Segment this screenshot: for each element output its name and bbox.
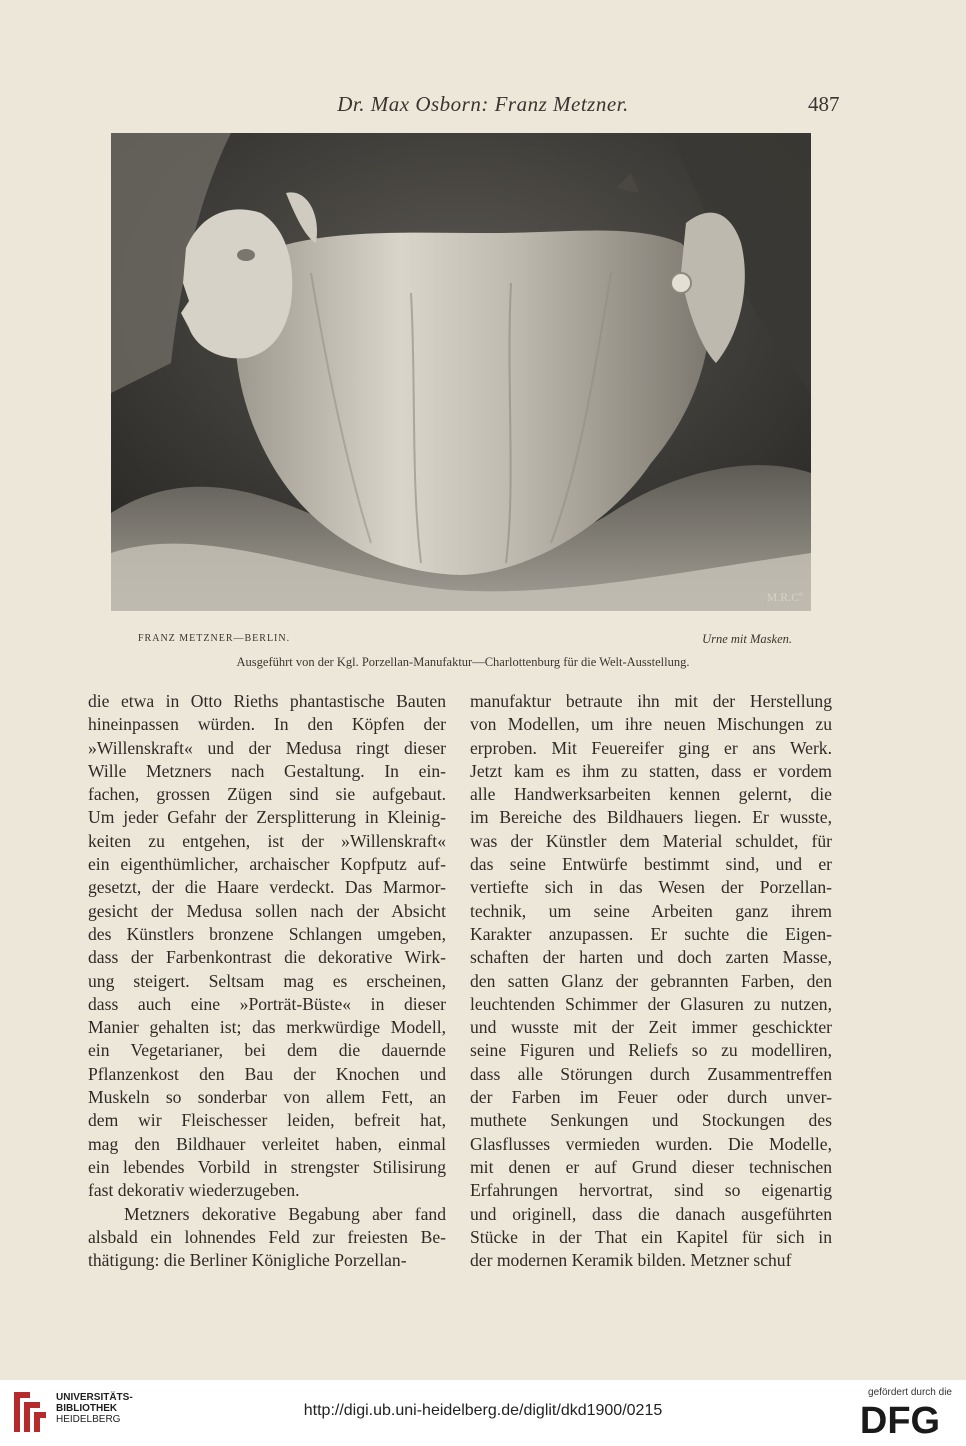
figure-caption: [138, 632, 792, 650]
text-line: von Modellen, um ihre neuen Mischungen zu: [470, 714, 832, 735]
photographer-mark: M.R.Cº: [766, 590, 803, 604]
text-line: Jetzt kam es ihm zu statten, dass er vordem: [470, 760, 832, 781]
text-line: dass auch eine »Porträt-Büste« in dieser: [88, 993, 446, 1014]
text-line: muthete Senkungen und Stockungen des: [470, 1110, 832, 1131]
text-line: hineinpassen würden. In den Köpfen der: [88, 714, 446, 735]
dfg-logo-icon: [848, 1400, 952, 1438]
text-line: was der Künstler dem Material schuldet, für: [470, 830, 832, 851]
footer-bar: [0, 1380, 966, 1446]
text-line: dass alle Störungen durch Zusammentreffen: [470, 1063, 832, 1084]
text-line: Metzners dekorative Begabung aber fand: [124, 1203, 446, 1224]
text-line: leuchtenden Schimmer der Glasuren zu nutzen,: [470, 993, 832, 1014]
text-line: und wusste mit der Zeit immer geschickter: [470, 1017, 832, 1038]
text-line: ein eigenthümlicher, archaischer Kopfputz auf-: [88, 854, 446, 875]
text-line: das seine Entwürfe bestimmt sind, und er: [470, 854, 832, 875]
text-line: den satten Glanz der gebrannten Farben, den: [470, 970, 832, 991]
sponsor-note: gefördert durch die: [868, 1387, 952, 1398]
text-line: alsbald ein lohnendes Feld zur freiesten Be-: [88, 1226, 446, 1247]
text-line: Erfahrungen hervortrat, sind so eigenartig: [470, 1180, 832, 1201]
text-line: keiten zu entgehen, ist der »Willenskraft«: [88, 830, 446, 851]
text-line: mit denen er auf Grund dieser technischen: [470, 1156, 832, 1177]
right-text-column: [470, 690, 832, 1272]
text-line: manufaktur betraute ihn mit der Herstellung: [470, 691, 832, 711]
svg-text:DFG: DFG: [859, 1400, 941, 1438]
text-line: seine Figuren und Reliefs so zu modelliren,: [470, 1040, 832, 1061]
text-line: Pflanzenkost den Bau der Knochen und: [88, 1063, 446, 1084]
source-url[interactable]: http://digi.ub.uni-heidelberg.de/diglit/dkd1900/0215: [303, 1402, 663, 1419]
caption-title: Urne mit Masken.: [702, 632, 792, 646]
text-line: Karakter anzupassen. Er suchte die Eigen-: [470, 923, 832, 944]
text-line: erproben. Mit Feuereifer ging er ans Werk.: [470, 737, 832, 758]
text-line: Wille Metzners nach Gestaltung. In ein-: [88, 760, 446, 781]
text-line: der modernen Keramik bilden. Metzner schuf: [470, 1250, 792, 1271]
urn-photograph: [111, 133, 811, 611]
text-line: Muskeln so sonderbar von allem Fett, an: [88, 1087, 446, 1108]
text-line: dem wir Fleischesser leiden, befreit hat,: [88, 1110, 446, 1131]
text-line: schaften der harten und doch zarten Masse,: [470, 947, 832, 968]
text-line: alle Handwerksarbeiten kennen gelernt, die: [470, 784, 832, 805]
text-line: technik, um seine Arbeiten ganz ihrem: [470, 900, 832, 921]
running-title: Dr. Max Osborn: Franz Metzner.: [337, 92, 629, 116]
text-line: gesicht der Medusa sollen nach der Absicht: [88, 900, 446, 921]
text-line: gesetzt, der die Haare verdeckt. Das Marmor-: [88, 877, 446, 898]
text-line: mag den Bildhauer verleitet haben, einmal: [88, 1133, 446, 1154]
text-line: vertiefte sich in das Wesen der Porzellan-: [470, 877, 832, 898]
text-line: »Willenskraft« und der Medusa ringt dieser: [88, 737, 446, 758]
text-line: und originell, dass die danach ausgeführten: [470, 1203, 832, 1224]
text-line: Glasflusses vermieden wurden. Die Modelle,: [470, 1133, 832, 1154]
text-line: ung steigert. Seltsam mag es erscheinen,: [88, 970, 446, 991]
text-line: der Farben im Feuer oder durch unver-: [470, 1087, 832, 1108]
caption-artist: FRANZ METZNER—BERLIN.: [138, 633, 291, 644]
text-line: Stücke in der That ein Kapitel für sich in: [470, 1226, 832, 1247]
text-line: ein Vegetarianer, bei dem die dauernde: [88, 1040, 446, 1061]
library-name: UNIVERSITÄTS- BIBLIOTHEK HEIDELBERG: [56, 1392, 133, 1425]
text-line: fast dekorativ wiederzugeben.: [88, 1180, 300, 1201]
text-line: ein lebendes Vorbild in strengster Stilisirung: [88, 1156, 446, 1177]
text-line: Manier gehalten ist; das merkwürdige Modell,: [88, 1017, 446, 1038]
text-line: des Künstlers bronzene Schlangen umgeben,: [88, 923, 446, 944]
left-text-column: [88, 690, 446, 1272]
text-line: im Bereiche des Bildhauers liegen. Er wusste,: [470, 807, 832, 828]
urn-photo-illustration: [111, 133, 811, 611]
text-line: thätigung: die Berliner Königliche Porzellan-: [88, 1250, 407, 1271]
text-line: fachen, grossen Zügen sind sie aufgebaut.: [88, 784, 446, 805]
page-number: 487: [808, 92, 840, 116]
text-line: die etwa in Otto Rieths phantastische Bauten: [88, 691, 446, 711]
text-line: Um jeder Gefahr der Zersplitterung in Kleinig-: [88, 807, 446, 828]
text-line: dass der Farbenkontrast die dekorative Wirk-: [88, 947, 446, 968]
caption-subtitle: Ausgeführt von der Kgl. Porzellan-Manufaktur—Charlottenburg für die Welt-Ausstellung.: [236, 655, 690, 669]
